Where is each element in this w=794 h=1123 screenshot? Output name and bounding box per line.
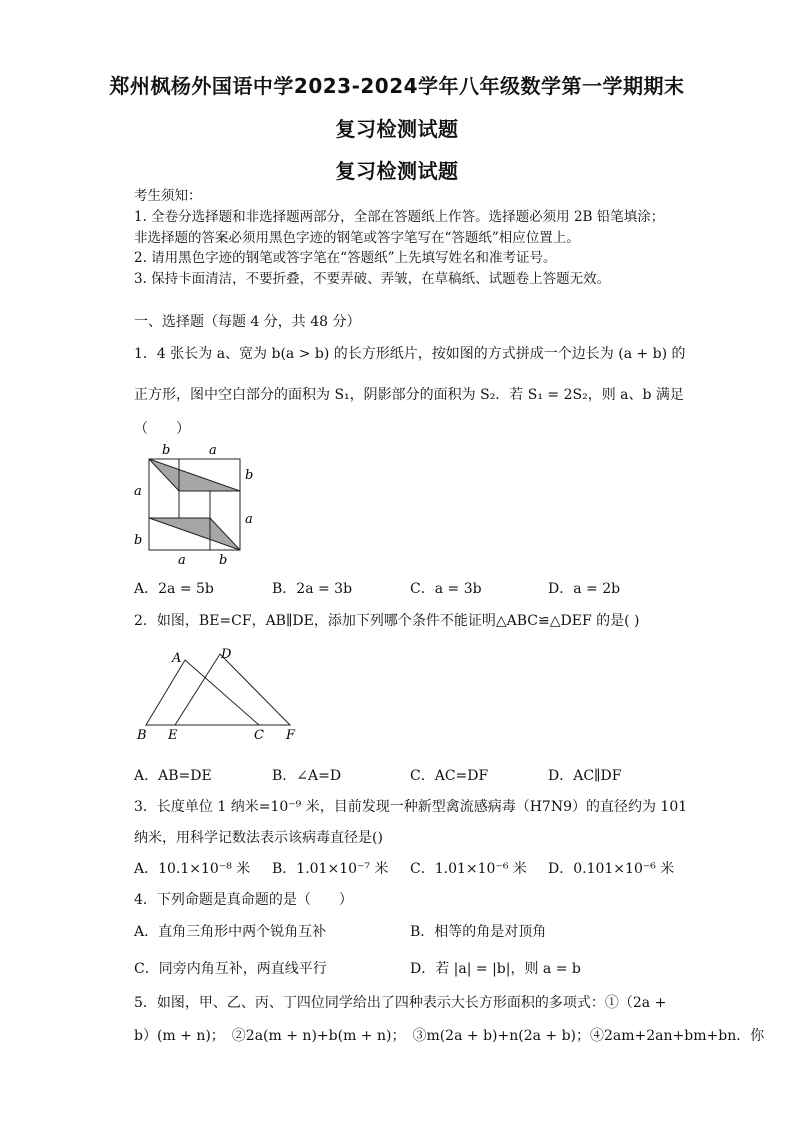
fig-label: F [286, 728, 296, 742]
fig-label: b [219, 553, 228, 568]
q3-line: 纳米，用科学记数法表示该病毒直径是() [134, 830, 383, 846]
q4-option-c[interactable]: C．同旁内角互补，两直线平行 [134, 961, 327, 977]
page-subtitle: 复习检测试题 [335, 117, 459, 141]
q4-stem: 4．下列命题是真命题的是（ ） [134, 892, 353, 908]
page-title: 郑州枫杨外国语中学2023-2024学年八年级数学第一学期期末 [109, 74, 685, 98]
q4-option-d[interactable]: D．若 |a| = |b|，则 a = b [410, 961, 581, 977]
fig-label: a [245, 512, 253, 527]
q3-option-d[interactable]: D．0.101×10⁻⁶ 米 [548, 861, 675, 877]
q4-option-a[interactable]: A．直角三角形中两个锐角互补 [134, 924, 327, 940]
q2-figure [126, 642, 306, 742]
q1-figure [126, 438, 266, 568]
q2-option-a[interactable]: A．AB=DE [134, 768, 212, 784]
shaded-triangle [149, 459, 240, 491]
q5-line: b）(m + n)； ②2a(m + n)+b(m + n)； ③m(2a + b)+n(2a + b)；④2am+2an+bm+bn．你 [134, 1028, 765, 1044]
shaded-triangle [149, 518, 240, 550]
q2-option-c[interactable]: C．AC=DF [410, 768, 489, 784]
q3-option-b[interactable]: B．1.01×10⁻⁷ 米 [272, 861, 389, 877]
q4-option-b[interactable]: B．相等的角是对顶角 [410, 924, 547, 940]
notice-item: 2. 请用黑色字迹的钢笔或答字笔在“答题纸”上先填写姓名和准考证号。 [134, 250, 557, 266]
q3-option-c[interactable]: C．1.01×10⁻⁶ 米 [410, 861, 527, 877]
page-subtitle-repeat: 复习检测试题 [335, 159, 459, 183]
fig-label: C [254, 728, 264, 742]
fig-label: B [137, 728, 147, 742]
q1-option-c[interactable]: C．a = 3b [410, 581, 482, 597]
notice-item: 3. 保持卡面清洁，不要折叠，不要弄破、弄皱，在草稿纸、试题卷上答题无效。 [134, 271, 611, 287]
q3-option-a[interactable]: A．10.1×10⁻⁸ 米 [134, 861, 251, 877]
q5-line: 5．如图，甲、乙、丙、丁四位同学给出了四种表示大长方形面积的多项式：①（2a + [134, 995, 667, 1011]
q2-option-b[interactable]: B．∠A=D [272, 768, 342, 784]
q2-option-d[interactable]: D．AC∥DF [548, 768, 622, 784]
fig-label: D [221, 647, 232, 662]
q1-line: （ ） [134, 421, 190, 437]
section-heading: 一、选择题（每题 4 分，共 48 分） [134, 314, 361, 330]
fig-label: a [178, 553, 186, 568]
fig-label: b [134, 533, 143, 548]
q1-option-b[interactable]: B．2a = 3b [272, 581, 353, 597]
q3-line: 3．长度单位 1 纳米=10⁻⁹ 米，目前发现一种新型禽流感病毒（H7N9）的直径约为 101 [134, 799, 688, 815]
notice-item: 1. 全卷分选择题和非选择题两部分，全部在答题纸上作答。选择题必须用 2B 铅笔填涂； [134, 209, 665, 225]
q2-stem: 2．如图，BE=CF，AB∥DE，添加下列哪个条件不能证明△ABC≌△DEF 的是( ) [134, 613, 640, 629]
fig-label: a [209, 443, 217, 458]
fig-label: A [172, 651, 182, 666]
fig-label: E [168, 728, 178, 742]
q1-line: 1．4 张长为 a、宽为 b(a > b) 的长方形纸片，按如图的方式拼成一个边长为 (a + b) 的 [134, 346, 686, 362]
notice-heading: 考生须知： [134, 188, 202, 204]
q1-line: 正方形，图中空白部分的面积为 S₁，阴影部分的面积为 S₂．若 S₁ = 2S₂，则 a、b 满足 [134, 387, 684, 403]
fig-label: a [134, 484, 142, 499]
q1-option-d[interactable]: D．a = 2b [548, 581, 621, 597]
notice-item: 非选择题的答案必须用黑色字迹的钢笔或答字笔写在“答题纸”相应位置上。 [134, 230, 580, 246]
fig-label: b [245, 468, 254, 483]
q1-option-a[interactable]: A．2a = 5b [134, 581, 214, 597]
fig-label: b [162, 443, 171, 458]
